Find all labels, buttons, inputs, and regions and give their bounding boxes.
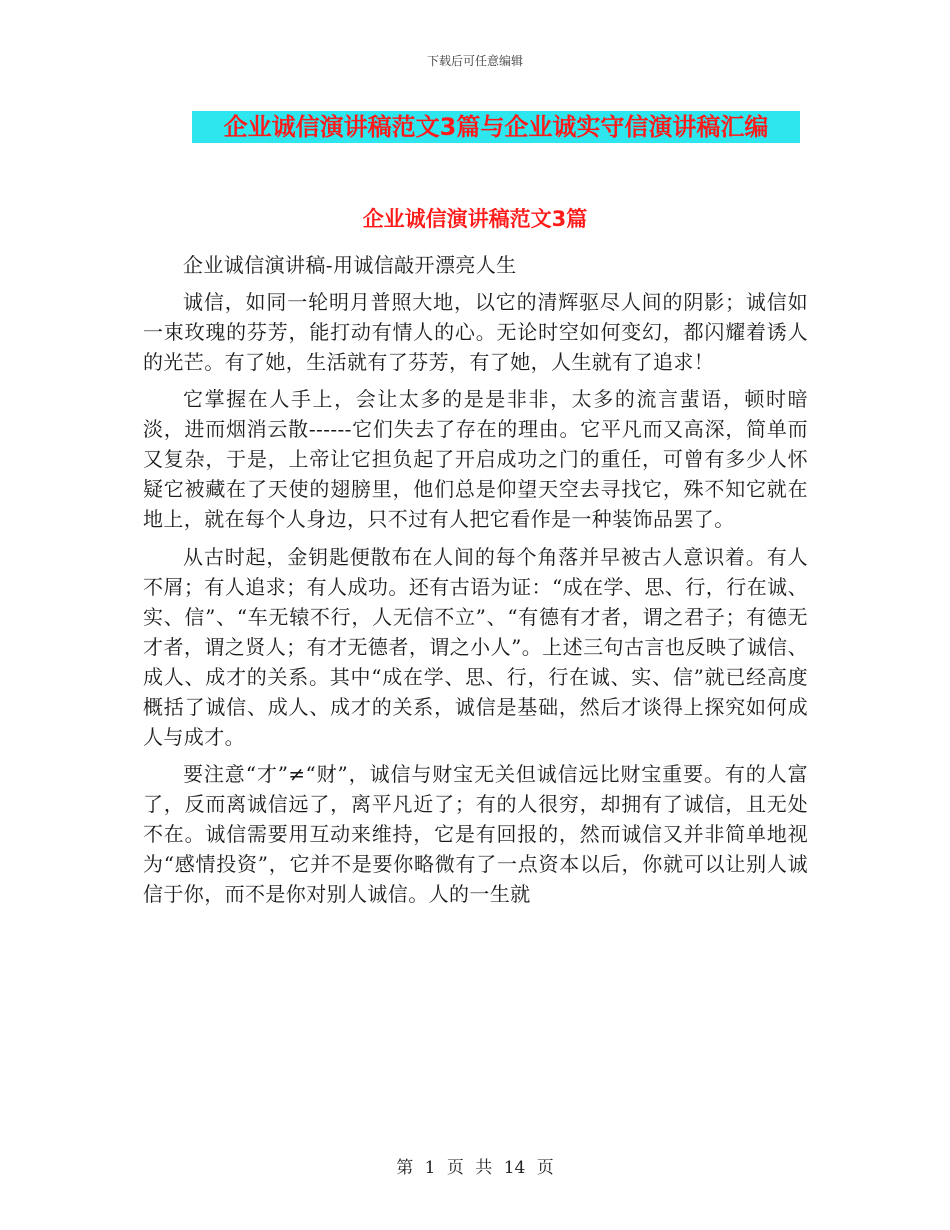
- body-text: [143, 250, 808, 916]
- document-title: 企业诚信演讲稿范文3篇与企业诚实守信演讲稿汇编: [192, 111, 800, 143]
- page-number: 第 1 页 共 14 页: [396, 1158, 554, 1178]
- section-title: 企业诚信演讲稿范文3篇: [362, 207, 588, 231]
- paragraph-1: 诚信，如同一轮明月普照大地，以它的清辉驱尽人间的阴影；诚信如一束玫瑰的芬芳，能打动有情人的心。无论时空如何变幻，都闪耀着诱人的光芒。有了她，生活就有了芬芳，有了她，人生就有了追求！: [143, 290, 808, 375]
- paragraph-4: 要注意“才”≠“财”，诚信与财宝无关但诚信远比财宝重要。有的人富了，反而离诚信远了，离平凡近了；有的人很穷，却拥有了诚信，且无处不在。诚信需要用互动来维持，它是有回报的，然而诚信又并非简单地视为“感情投资”，它并不是要你略微有了一点资本以后，你就可以让别人诚信于你，而不是你对别人诚信。人的一生就: [143, 761, 808, 906]
- paragraph-2: 它掌握在人手上，会让太多的是是非非，太多的流言蜚语，顿时暗淡，进而烟消云散------它们失去了存在的理由。它平凡而又高深，简单而又复杂，于是，上帝让它担负起了开启成功之门的重任，可曾有多少人怀疑它被藏在了天使的翅膀里，他们总是仰望天空去寻找它，殊不知它就在地上，就在每个人身边，只不过有人把它看作是一种装饰品罢了。: [143, 387, 808, 532]
- speech-subtitle: 企业诚信演讲稿-用诚信敲开漂亮人生: [183, 253, 517, 277]
- header-note: 下载后可任意编辑: [426, 54, 523, 68]
- paragraph-3: 从古时起，金钥匙便散布在人间的每个角落并早被古人意识着。有人不屑；有人追求；有人成功。还有古语为证：“成在学、思、行，行在诚、实、信”、“车无辕不行，人无信不立”、“有德有才者，谓之君子；有德无才者，谓之贤人；有才无德者，谓之小人”。上述三句古言也反映了诚信、成人、成才的关系。其中“成在学、思、行，行在诚、实、信”就已经高度概括了诚信、成人、成才的关系，诚信是基础，然后才谈得上探究如何成人与成才。: [143, 544, 808, 749]
